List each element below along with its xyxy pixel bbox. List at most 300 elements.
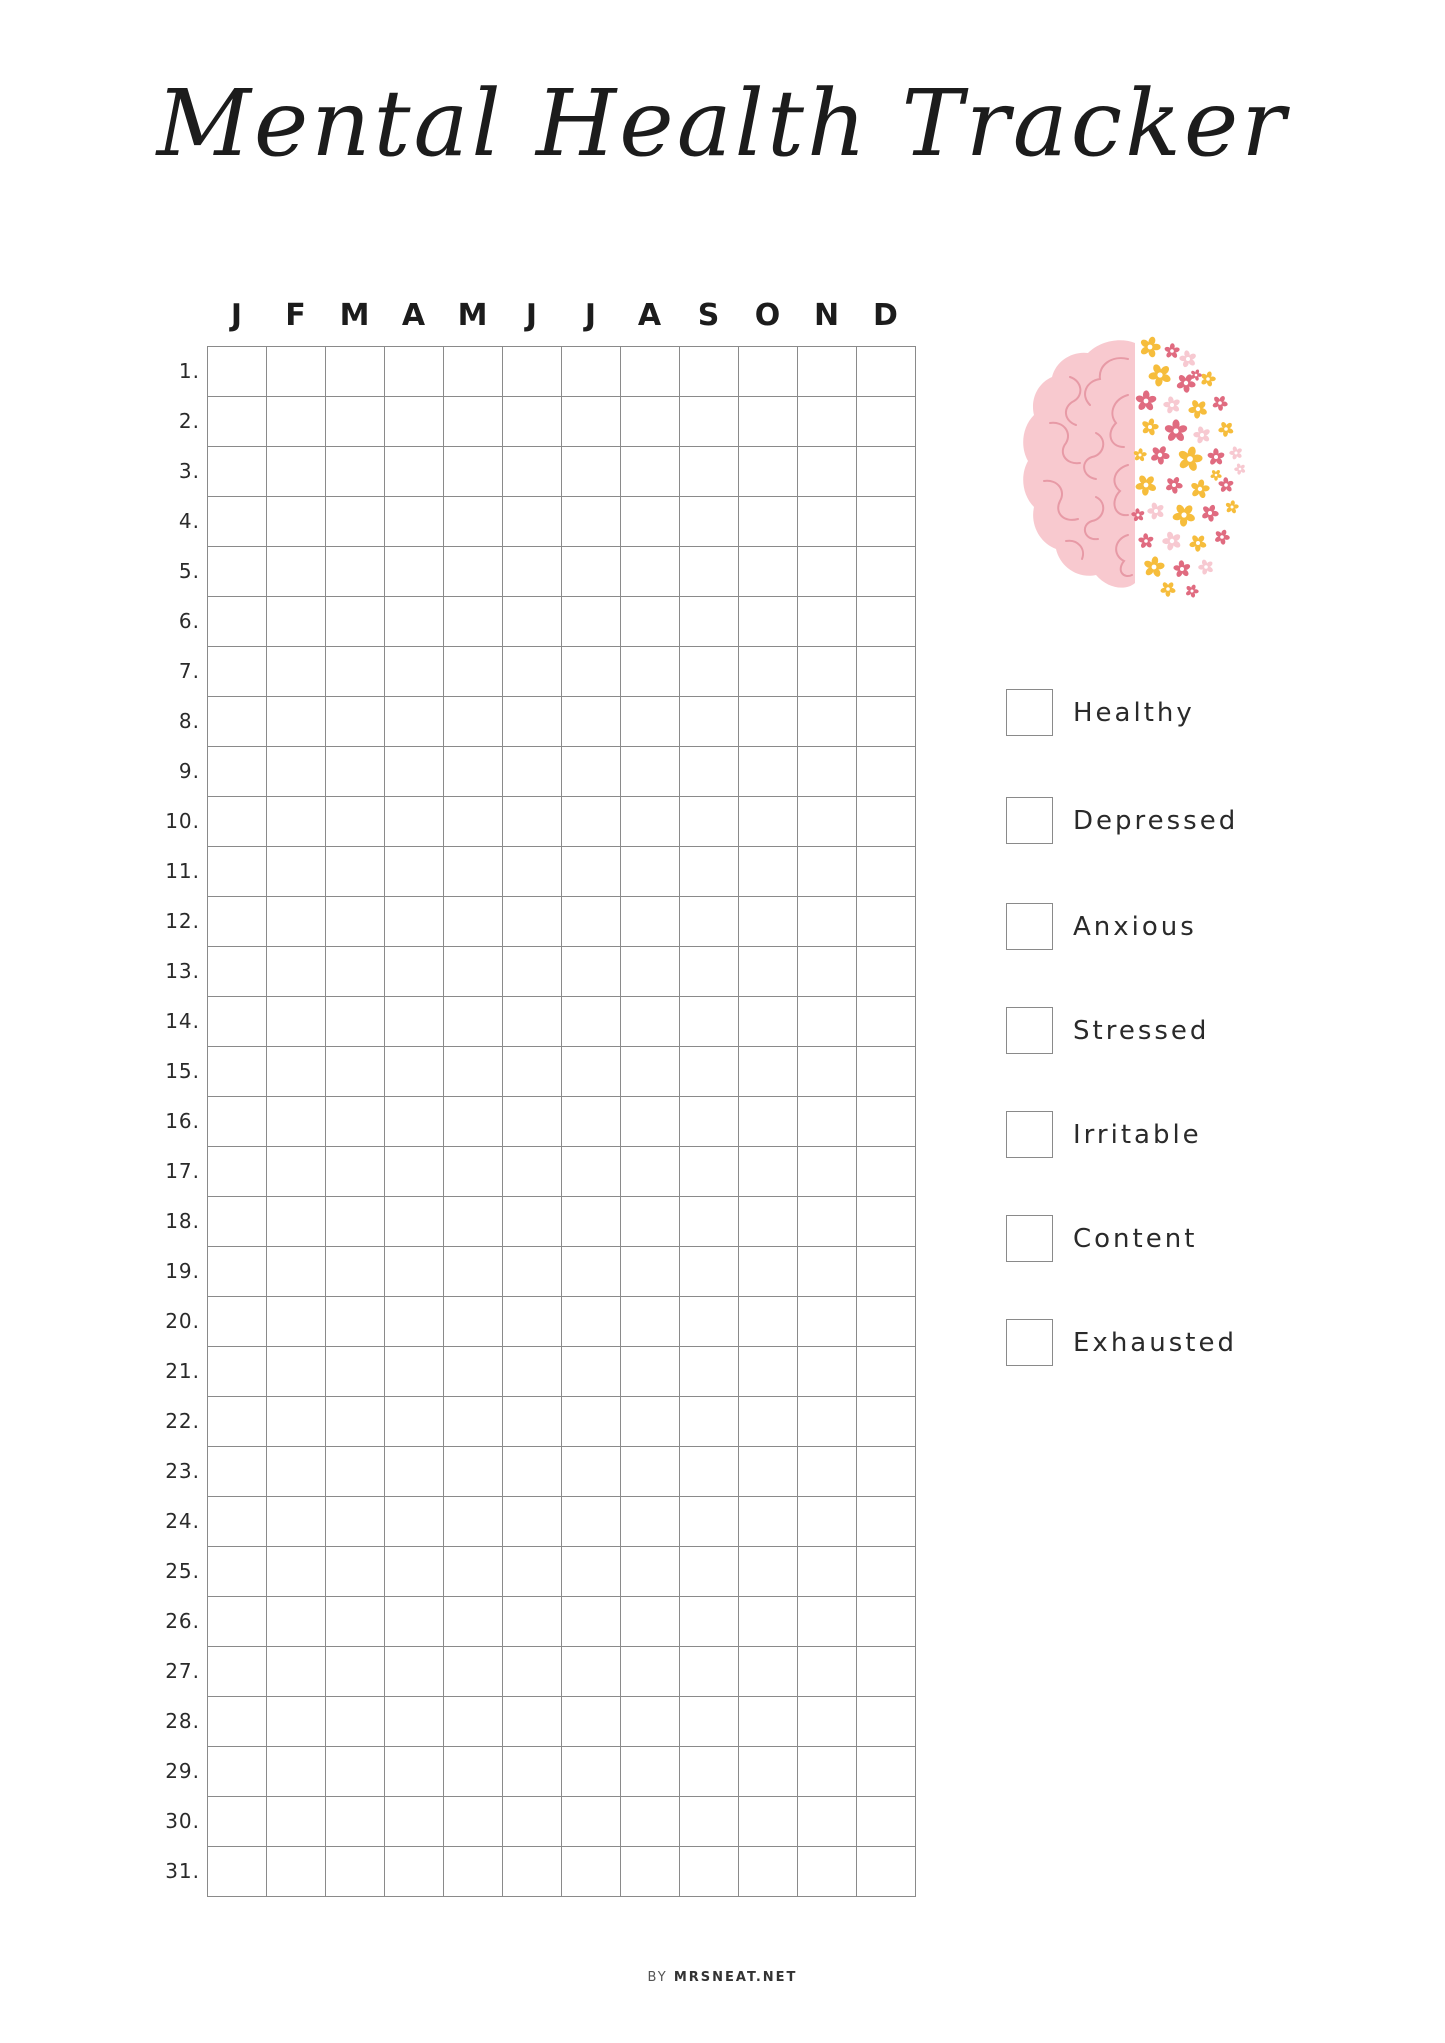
tracker-cell[interactable] xyxy=(208,747,267,797)
tracker-cell[interactable] xyxy=(680,547,739,597)
tracker-cell[interactable] xyxy=(739,1447,798,1497)
tracker-cell[interactable] xyxy=(326,1447,385,1497)
tracker-cell[interactable] xyxy=(208,697,267,747)
tracker-cell[interactable] xyxy=(267,1847,326,1897)
tracker-cell[interactable] xyxy=(208,1797,267,1847)
tracker-cell[interactable] xyxy=(680,1797,739,1847)
tracker-cell[interactable] xyxy=(267,1147,326,1197)
tracker-cell[interactable] xyxy=(621,497,680,547)
tracker-cell[interactable] xyxy=(444,1447,503,1497)
tracker-cell[interactable] xyxy=(208,1547,267,1597)
tracker-cell[interactable] xyxy=(857,497,916,547)
tracker-cell[interactable] xyxy=(798,1597,857,1647)
tracker-cell[interactable] xyxy=(444,1797,503,1847)
tracker-cell[interactable] xyxy=(857,1097,916,1147)
tracker-cell[interactable] xyxy=(444,747,503,797)
tracker-cell[interactable] xyxy=(267,997,326,1047)
tracker-cell[interactable] xyxy=(208,1597,267,1647)
tracker-cell[interactable] xyxy=(680,647,739,697)
tracker-cell[interactable] xyxy=(326,997,385,1047)
tracker-cell[interactable] xyxy=(208,647,267,697)
tracker-cell[interactable] xyxy=(267,947,326,997)
tracker-cell[interactable] xyxy=(680,1647,739,1697)
tracker-cell[interactable] xyxy=(444,947,503,997)
legend-item[interactable] xyxy=(1006,903,1197,950)
tracker-cell[interactable] xyxy=(267,1347,326,1397)
tracker-cell[interactable] xyxy=(208,1297,267,1347)
tracker-cell[interactable] xyxy=(562,947,621,997)
tracker-cell[interactable] xyxy=(385,1647,444,1697)
tracker-cell[interactable] xyxy=(385,1347,444,1397)
tracker-cell[interactable] xyxy=(326,697,385,747)
tracker-cell[interactable] xyxy=(208,1497,267,1547)
tracker-cell[interactable] xyxy=(562,1547,621,1597)
tracker-cell[interactable] xyxy=(326,1647,385,1697)
tracker-cell[interactable] xyxy=(798,897,857,947)
tracker-cell[interactable] xyxy=(798,1847,857,1897)
tracker-cell[interactable] xyxy=(385,897,444,947)
tracker-cell[interactable] xyxy=(385,1247,444,1297)
tracker-cell[interactable] xyxy=(503,1647,562,1697)
tracker-cell[interactable] xyxy=(857,1597,916,1647)
tracker-cell[interactable] xyxy=(562,1047,621,1097)
tracker-cell[interactable] xyxy=(798,647,857,697)
tracker-cell[interactable] xyxy=(208,847,267,897)
tracker-cell[interactable] xyxy=(621,1147,680,1197)
tracker-cell[interactable] xyxy=(680,947,739,997)
tracker-cell[interactable] xyxy=(326,847,385,897)
tracker-cell[interactable] xyxy=(562,797,621,847)
tracker-cell[interactable] xyxy=(267,1097,326,1147)
tracker-cell[interactable] xyxy=(857,597,916,647)
tracker-cell[interactable] xyxy=(208,997,267,1047)
tracker-cell[interactable] xyxy=(326,897,385,947)
tracker-cell[interactable] xyxy=(503,697,562,747)
tracker-cell[interactable] xyxy=(385,947,444,997)
tracker-cell[interactable] xyxy=(326,1397,385,1447)
tracker-cell[interactable] xyxy=(326,1247,385,1297)
tracker-cell[interactable] xyxy=(385,497,444,547)
tracker-cell[interactable] xyxy=(798,1647,857,1697)
tracker-cell[interactable] xyxy=(503,497,562,547)
tracker-cell[interactable] xyxy=(444,497,503,547)
tracker-cell[interactable] xyxy=(680,447,739,497)
tracker-cell[interactable] xyxy=(621,847,680,897)
tracker-cell[interactable] xyxy=(857,747,916,797)
tracker-cell[interactable] xyxy=(798,447,857,497)
tracker-cell[interactable] xyxy=(739,1697,798,1747)
tracker-cell[interactable] xyxy=(562,1197,621,1247)
tracker-cell[interactable] xyxy=(385,547,444,597)
tracker-cell[interactable] xyxy=(326,597,385,647)
tracker-cell[interactable] xyxy=(326,1497,385,1547)
tracker-cell[interactable] xyxy=(621,947,680,997)
tracker-cell[interactable] xyxy=(798,1347,857,1397)
tracker-cell[interactable] xyxy=(857,1647,916,1697)
tracker-cell[interactable] xyxy=(208,1647,267,1697)
tracker-cell[interactable] xyxy=(739,1847,798,1897)
tracker-cell[interactable] xyxy=(444,1697,503,1747)
tracker-cell[interactable] xyxy=(267,897,326,947)
tracker-cell[interactable] xyxy=(208,897,267,947)
tracker-cell[interactable] xyxy=(739,397,798,447)
tracker-cell[interactable] xyxy=(444,447,503,497)
tracker-cell[interactable] xyxy=(208,447,267,497)
tracker-cell[interactable] xyxy=(739,1297,798,1347)
tracker-cell[interactable] xyxy=(326,1697,385,1747)
tracker-cell[interactable] xyxy=(444,1397,503,1447)
tracker-cell[interactable] xyxy=(621,1597,680,1647)
tracker-cell[interactable] xyxy=(267,1197,326,1247)
tracker-cell[interactable] xyxy=(680,1747,739,1797)
tracker-cell[interactable] xyxy=(326,1747,385,1797)
tracker-cell[interactable] xyxy=(326,647,385,697)
tracker-cell[interactable] xyxy=(208,1397,267,1447)
tracker-cell[interactable] xyxy=(208,397,267,447)
tracker-cell[interactable] xyxy=(208,1347,267,1397)
tracker-cell[interactable] xyxy=(562,747,621,797)
tracker-cell[interactable] xyxy=(562,447,621,497)
tracker-cell[interactable] xyxy=(798,1047,857,1097)
tracker-cell[interactable] xyxy=(208,1697,267,1747)
tracker-cell[interactable] xyxy=(562,997,621,1047)
tracker-cell[interactable] xyxy=(503,647,562,697)
tracker-cell[interactable] xyxy=(208,547,267,597)
tracker-cell[interactable] xyxy=(857,1197,916,1247)
tracker-cell[interactable] xyxy=(267,697,326,747)
tracker-cell[interactable] xyxy=(621,647,680,697)
tracker-cell[interactable] xyxy=(208,1847,267,1897)
legend-item[interactable] xyxy=(1006,1007,1209,1054)
tracker-cell[interactable] xyxy=(798,797,857,847)
tracker-cell[interactable] xyxy=(444,1747,503,1797)
tracker-cell[interactable] xyxy=(208,797,267,847)
tracker-cell[interactable] xyxy=(562,1497,621,1547)
tracker-cell[interactable] xyxy=(208,1747,267,1797)
tracker-cell[interactable] xyxy=(798,597,857,647)
tracker-cell[interactable] xyxy=(208,1197,267,1247)
mood-checkbox[interactable] xyxy=(1006,1215,1053,1262)
mood-checkbox[interactable] xyxy=(1006,797,1053,844)
tracker-cell[interactable] xyxy=(798,1447,857,1497)
tracker-cell[interactable] xyxy=(267,1697,326,1747)
tracker-cell[interactable] xyxy=(680,1347,739,1397)
tracker-cell[interactable] xyxy=(444,1647,503,1697)
tracker-cell[interactable] xyxy=(444,897,503,947)
tracker-cell[interactable] xyxy=(503,1097,562,1147)
tracker-cell[interactable] xyxy=(385,1597,444,1647)
tracker-cell[interactable] xyxy=(739,847,798,897)
tracker-cell[interactable] xyxy=(798,697,857,747)
tracker-cell[interactable] xyxy=(503,947,562,997)
tracker-cell[interactable] xyxy=(798,1497,857,1547)
tracker-cell[interactable] xyxy=(857,1447,916,1497)
tracker-cell[interactable] xyxy=(798,1397,857,1447)
tracker-cell[interactable] xyxy=(562,897,621,947)
tracker-cell[interactable] xyxy=(739,1797,798,1847)
tracker-cell[interactable] xyxy=(208,1247,267,1297)
tracker-cell[interactable] xyxy=(385,747,444,797)
tracker-cell[interactable] xyxy=(621,1747,680,1797)
tracker-cell[interactable] xyxy=(562,1697,621,1747)
tracker-cell[interactable] xyxy=(680,1397,739,1447)
tracker-cell[interactable] xyxy=(503,847,562,897)
tracker-cell[interactable] xyxy=(621,397,680,447)
tracker-cell[interactable] xyxy=(208,497,267,547)
tracker-cell[interactable] xyxy=(503,447,562,497)
tracker-cell[interactable] xyxy=(326,1547,385,1597)
tracker-cell[interactable] xyxy=(326,347,385,397)
tracker-cell[interactable] xyxy=(385,347,444,397)
tracker-cell[interactable] xyxy=(798,497,857,547)
tracker-cell[interactable] xyxy=(562,547,621,597)
tracker-cell[interactable] xyxy=(503,347,562,397)
tracker-cell[interactable] xyxy=(562,1397,621,1447)
tracker-cell[interactable] xyxy=(444,1247,503,1297)
tracker-cell[interactable] xyxy=(739,1197,798,1247)
tracker-cell[interactable] xyxy=(562,847,621,897)
tracker-cell[interactable] xyxy=(857,1047,916,1097)
tracker-cell[interactable] xyxy=(385,647,444,697)
tracker-cell[interactable] xyxy=(739,597,798,647)
tracker-cell[interactable] xyxy=(857,1347,916,1397)
tracker-cell[interactable] xyxy=(503,1547,562,1597)
tracker-cell[interactable] xyxy=(739,797,798,847)
tracker-cell[interactable] xyxy=(562,597,621,647)
tracker-cell[interactable] xyxy=(444,1597,503,1647)
tracker-cell[interactable] xyxy=(562,1247,621,1297)
tracker-cell[interactable] xyxy=(267,647,326,697)
tracker-cell[interactable] xyxy=(621,697,680,747)
tracker-cell[interactable] xyxy=(503,797,562,847)
tracker-cell[interactable] xyxy=(680,1247,739,1297)
tracker-cell[interactable] xyxy=(621,1447,680,1497)
tracker-cell[interactable] xyxy=(857,1847,916,1897)
tracker-cell[interactable] xyxy=(798,947,857,997)
tracker-cell[interactable] xyxy=(385,447,444,497)
tracker-cell[interactable] xyxy=(385,697,444,747)
tracker-cell[interactable] xyxy=(680,797,739,847)
tracker-cell[interactable] xyxy=(326,1597,385,1647)
tracker-cell[interactable] xyxy=(444,397,503,447)
tracker-cell[interactable] xyxy=(739,1047,798,1097)
tracker-cell[interactable] xyxy=(739,1647,798,1697)
tracker-cell[interactable] xyxy=(739,1497,798,1547)
tracker-cell[interactable] xyxy=(385,997,444,1047)
tracker-cell[interactable] xyxy=(267,1447,326,1497)
tracker-cell[interactable] xyxy=(562,1847,621,1897)
tracker-cell[interactable] xyxy=(621,1847,680,1897)
tracker-cell[interactable] xyxy=(680,597,739,647)
tracker-cell[interactable] xyxy=(857,1147,916,1197)
tracker-cell[interactable] xyxy=(385,397,444,447)
tracker-cell[interactable] xyxy=(739,897,798,947)
tracker-cell[interactable] xyxy=(680,997,739,1047)
tracker-cell[interactable] xyxy=(680,1547,739,1597)
tracker-cell[interactable] xyxy=(562,697,621,747)
tracker-cell[interactable] xyxy=(857,447,916,497)
tracker-cell[interactable] xyxy=(857,947,916,997)
tracker-cell[interactable] xyxy=(385,1847,444,1897)
tracker-cell[interactable] xyxy=(857,997,916,1047)
legend-item[interactable] xyxy=(1006,1319,1237,1366)
tracker-cell[interactable] xyxy=(739,497,798,547)
tracker-cell[interactable] xyxy=(267,547,326,597)
mood-checkbox[interactable] xyxy=(1006,903,1053,950)
tracker-cell[interactable] xyxy=(798,1747,857,1797)
tracker-cell[interactable] xyxy=(562,1597,621,1647)
tracker-cell[interactable] xyxy=(621,747,680,797)
tracker-cell[interactable] xyxy=(267,597,326,647)
tracker-cell[interactable] xyxy=(267,1597,326,1647)
tracker-cell[interactable] xyxy=(857,1297,916,1347)
tracker-cell[interactable] xyxy=(621,797,680,847)
tracker-cell[interactable] xyxy=(326,497,385,547)
tracker-cell[interactable] xyxy=(385,847,444,897)
tracker-cell[interactable] xyxy=(562,347,621,397)
tracker-cell[interactable] xyxy=(798,1097,857,1147)
tracker-cell[interactable] xyxy=(680,347,739,397)
tracker-cell[interactable] xyxy=(798,1797,857,1847)
tracker-cell[interactable] xyxy=(267,747,326,797)
tracker-cell[interactable] xyxy=(444,1497,503,1547)
tracker-cell[interactable] xyxy=(857,1397,916,1447)
tracker-cell[interactable] xyxy=(739,347,798,397)
tracker-cell[interactable] xyxy=(267,1797,326,1847)
tracker-cell[interactable] xyxy=(680,1447,739,1497)
tracker-cell[interactable] xyxy=(857,697,916,747)
tracker-cell[interactable] xyxy=(857,547,916,597)
tracker-cell[interactable] xyxy=(798,1297,857,1347)
tracker-cell[interactable] xyxy=(621,347,680,397)
tracker-cell[interactable] xyxy=(503,1197,562,1247)
tracker-cell[interactable] xyxy=(562,397,621,447)
tracker-cell[interactable] xyxy=(621,1397,680,1447)
tracker-cell[interactable] xyxy=(562,1647,621,1697)
tracker-cell[interactable] xyxy=(798,847,857,897)
tracker-cell[interactable] xyxy=(503,1797,562,1847)
tracker-cell[interactable] xyxy=(857,847,916,897)
tracker-cell[interactable] xyxy=(444,1197,503,1247)
tracker-cell[interactable] xyxy=(444,1047,503,1097)
tracker-cell[interactable] xyxy=(857,1747,916,1797)
tracker-cell[interactable] xyxy=(267,397,326,447)
tracker-cell[interactable] xyxy=(857,897,916,947)
tracker-cell[interactable] xyxy=(385,1047,444,1097)
tracker-cell[interactable] xyxy=(680,1047,739,1097)
tracker-cell[interactable] xyxy=(739,697,798,747)
tracker-cell[interactable] xyxy=(621,1497,680,1547)
tracker-cell[interactable] xyxy=(621,1197,680,1247)
tracker-cell[interactable] xyxy=(739,1147,798,1197)
mood-checkbox[interactable] xyxy=(1006,1319,1053,1366)
tracker-cell[interactable] xyxy=(621,1097,680,1147)
tracker-cell[interactable] xyxy=(562,1297,621,1347)
tracker-cell[interactable] xyxy=(267,1747,326,1797)
tracker-cell[interactable] xyxy=(385,1547,444,1597)
tracker-cell[interactable] xyxy=(739,447,798,497)
tracker-cell[interactable] xyxy=(267,797,326,847)
legend-item[interactable] xyxy=(1006,1215,1197,1262)
tracker-cell[interactable] xyxy=(208,347,267,397)
tracker-cell[interactable] xyxy=(739,1547,798,1597)
tracker-cell[interactable] xyxy=(680,847,739,897)
tracker-cell[interactable] xyxy=(798,1147,857,1197)
tracker-cell[interactable] xyxy=(385,597,444,647)
tracker-cell[interactable] xyxy=(385,1297,444,1347)
tracker-cell[interactable] xyxy=(503,1247,562,1297)
tracker-cell[interactable] xyxy=(385,1797,444,1847)
tracker-cell[interactable] xyxy=(444,1297,503,1347)
tracker-cell[interactable] xyxy=(798,997,857,1047)
tracker-cell[interactable] xyxy=(503,1697,562,1747)
tracker-cell[interactable] xyxy=(503,597,562,647)
tracker-cell[interactable] xyxy=(326,547,385,597)
legend-item[interactable] xyxy=(1006,797,1238,844)
tracker-cell[interactable] xyxy=(857,1547,916,1597)
tracker-cell[interactable] xyxy=(208,1097,267,1147)
tracker-cell[interactable] xyxy=(857,647,916,697)
tracker-cell[interactable] xyxy=(326,397,385,447)
tracker-cell[interactable] xyxy=(680,1147,739,1197)
tracker-cell[interactable] xyxy=(680,697,739,747)
tracker-cell[interactable] xyxy=(621,1647,680,1697)
tracker-cell[interactable] xyxy=(267,347,326,397)
tracker-cell[interactable] xyxy=(503,1447,562,1497)
tracker-cell[interactable] xyxy=(267,847,326,897)
tracker-cell[interactable] xyxy=(798,347,857,397)
tracker-cell[interactable] xyxy=(444,1347,503,1397)
tracker-cell[interactable] xyxy=(208,597,267,647)
tracker-cell[interactable] xyxy=(562,1747,621,1797)
tracker-cell[interactable] xyxy=(326,1047,385,1097)
tracker-cell[interactable] xyxy=(680,1197,739,1247)
tracker-cell[interactable] xyxy=(385,1097,444,1147)
tracker-cell[interactable] xyxy=(208,1047,267,1097)
tracker-cell[interactable] xyxy=(444,547,503,597)
tracker-cell[interactable] xyxy=(267,497,326,547)
tracker-cell[interactable] xyxy=(208,1447,267,1497)
tracker-cell[interactable] xyxy=(326,1797,385,1847)
tracker-cell[interactable] xyxy=(326,1347,385,1397)
tracker-cell[interactable] xyxy=(680,1597,739,1647)
tracker-cell[interactable] xyxy=(267,1297,326,1347)
tracker-cell[interactable] xyxy=(621,1697,680,1747)
tracker-cell[interactable] xyxy=(857,1797,916,1847)
legend-item[interactable] xyxy=(1006,1111,1202,1158)
tracker-cell[interactable] xyxy=(857,397,916,447)
tracker-cell[interactable] xyxy=(385,1397,444,1447)
tracker-cell[interactable] xyxy=(562,1147,621,1197)
tracker-cell[interactable] xyxy=(621,1047,680,1097)
mood-checkbox[interactable] xyxy=(1006,1007,1053,1054)
tracker-cell[interactable] xyxy=(621,547,680,597)
tracker-cell[interactable] xyxy=(267,1497,326,1547)
tracker-cell[interactable] xyxy=(503,547,562,597)
legend-item[interactable] xyxy=(1006,689,1195,736)
tracker-cell[interactable] xyxy=(562,1097,621,1147)
tracker-cell[interactable] xyxy=(208,947,267,997)
tracker-cell[interactable] xyxy=(798,547,857,597)
tracker-cell[interactable] xyxy=(621,597,680,647)
tracker-cell[interactable] xyxy=(444,1847,503,1897)
tracker-cell[interactable] xyxy=(208,1147,267,1197)
tracker-cell[interactable] xyxy=(680,1497,739,1547)
tracker-cell[interactable] xyxy=(503,1747,562,1797)
tracker-cell[interactable] xyxy=(680,497,739,547)
tracker-cell[interactable] xyxy=(326,1197,385,1247)
tracker-cell[interactable] xyxy=(739,1347,798,1397)
